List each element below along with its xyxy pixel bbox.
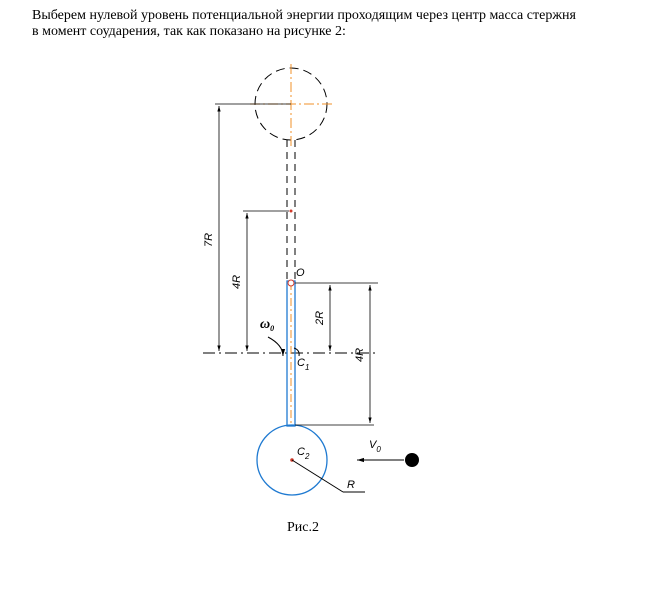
label-2R: 2R (314, 310, 326, 326)
dimension-2R (295, 283, 378, 351)
label-c1: $C_1$ (297, 357, 310, 372)
label-omega: ω0 (260, 317, 275, 333)
explanation-line-1: Выберем нулевой уровень потенциальной энергии проходящим через центр масса стержня (32, 8, 576, 23)
label-c2: $C_2$ (297, 446, 310, 461)
upper-ball-dashed (250, 64, 332, 146)
label-radius-R: R (347, 479, 355, 491)
label-4R-left: 4R (231, 274, 243, 290)
label-7R: 7R (203, 232, 215, 248)
explanation-line-2: в момент соударения, так как показано на рисунке 2: (32, 24, 346, 39)
upper-rod-dashed (287, 140, 295, 281)
figure-caption: Рис.2 (287, 520, 319, 535)
projectile (357, 453, 419, 467)
label-velocity: $V_0$ (369, 439, 381, 454)
label-pivot-O: O (296, 267, 305, 279)
label-4R-right: 4R (354, 347, 366, 363)
dimension-7R (215, 104, 291, 351)
pivot-point (288, 280, 294, 286)
